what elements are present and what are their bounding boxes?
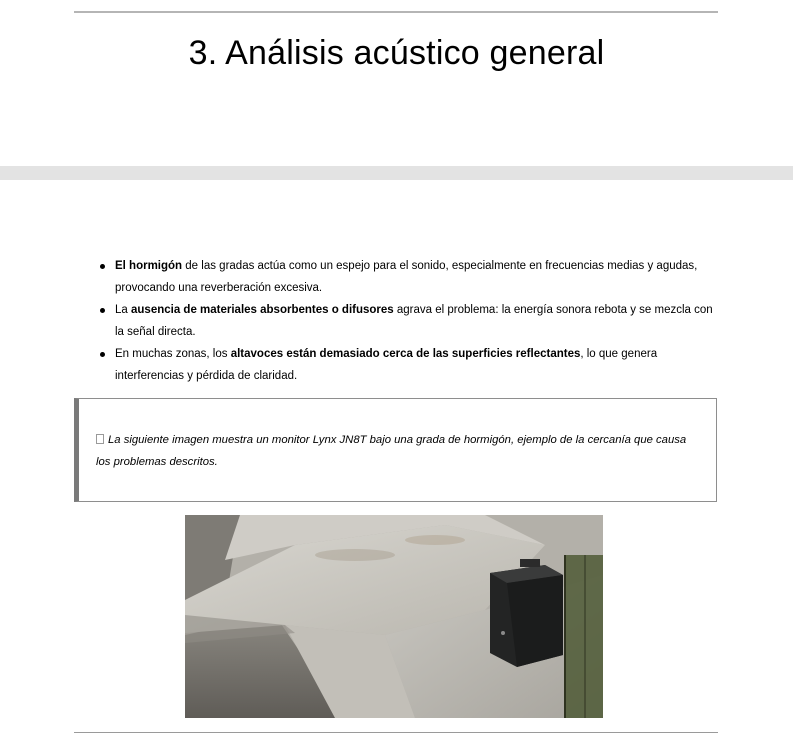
list-item bbox=[0, 343, 793, 387]
page-separator bbox=[0, 166, 793, 180]
speaker-photo bbox=[185, 515, 603, 718]
page-top bbox=[0, 0, 793, 166]
section-title: 3. Análisis acústico general bbox=[188, 34, 605, 72]
bullet-dot-icon bbox=[100, 308, 105, 313]
bullet-list bbox=[0, 255, 793, 387]
callout-text: La siguiente imagen muestra un monitor Lynx JN8T bajo una grada de hormigón, ejemplo de la cercanía que causa los problemas descritos. bbox=[96, 434, 687, 468]
list-item-text: En muchas zonas, los bbox=[115, 348, 231, 360]
callout-box bbox=[74, 398, 717, 502]
missing-glyph-icon bbox=[96, 434, 104, 444]
bullet-dot-icon bbox=[100, 352, 105, 357]
callout-text-block bbox=[96, 429, 692, 473]
list-item bbox=[0, 299, 793, 343]
list-item bbox=[0, 255, 793, 299]
list-item-text: , lo que genera interferencias y pérdida de claridad. bbox=[115, 348, 658, 382]
bottom-rule bbox=[74, 732, 718, 733]
list-item-text: La bbox=[115, 304, 131, 316]
list-item-text: de las gradas actúa como un espejo para el sonido, especialmente en frecuencias medias y agudas, provocando una reverberación excesiva. bbox=[115, 260, 698, 294]
bold-phrase: altavoces están demasiado cerca de las superficies reflectantes bbox=[230, 348, 581, 360]
bold-phrase: ausencia de materiales absorbentes o difusores bbox=[131, 304, 394, 316]
bold-phrase: El hormigón bbox=[115, 260, 183, 272]
list-item-text: agrava el problema: la energía sonora rebota y se mezcla con la señal directa. bbox=[115, 304, 713, 338]
bullet-dot-icon bbox=[100, 264, 105, 269]
top-rule bbox=[74, 11, 718, 13]
speaker-photo-illustration bbox=[185, 515, 603, 718]
